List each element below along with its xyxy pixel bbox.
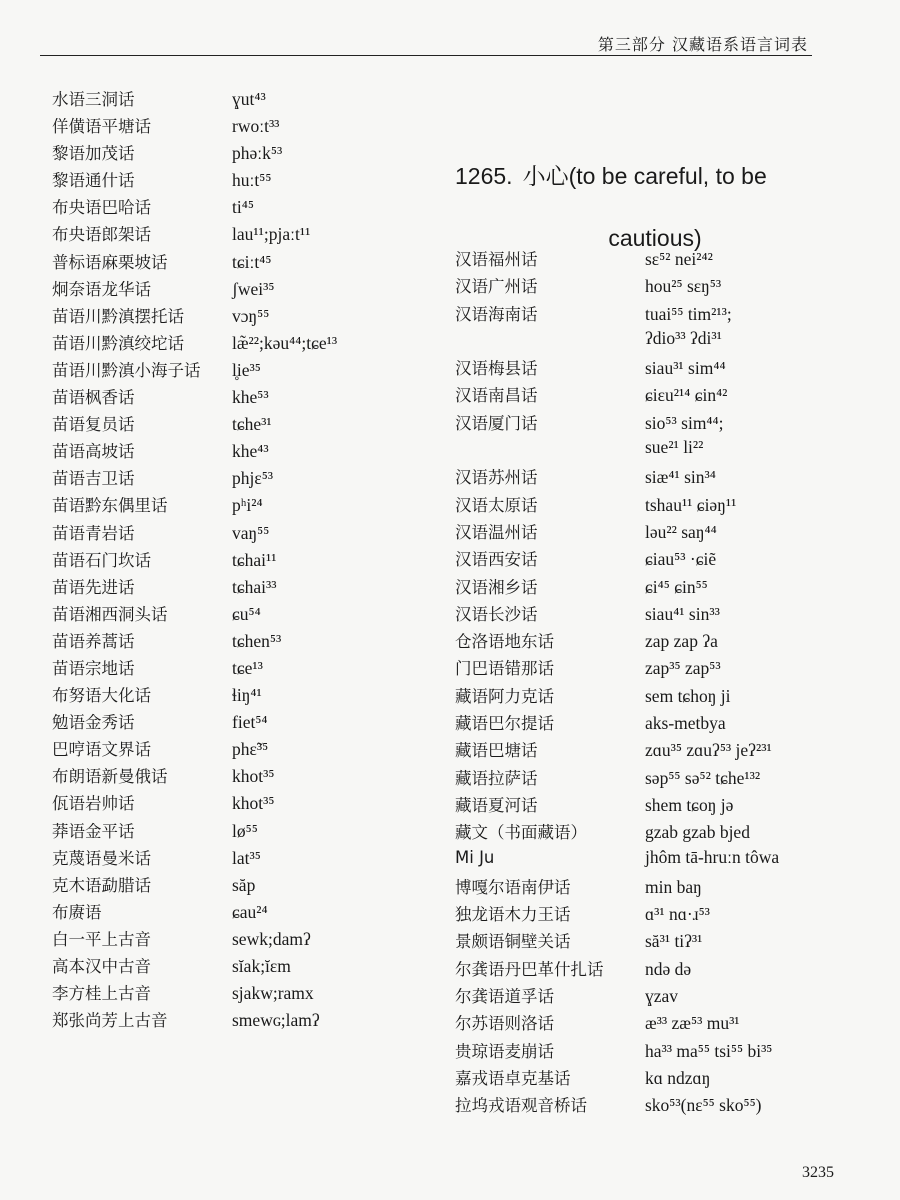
word-entry-row — [455, 382, 855, 409]
language-name: 布央语巴哈话 — [52, 198, 151, 218]
word-form: tɕiːt⁴⁵ — [232, 251, 272, 272]
word-form: pʰi²⁴ — [232, 495, 263, 516]
word-form: ti⁴⁵ — [232, 197, 254, 218]
word-form: læ̃²²;kəu⁴⁴;tɕe¹³ — [232, 332, 338, 353]
word-entry-row — [455, 956, 855, 983]
word-form: tɕhe³¹ — [232, 414, 272, 435]
word-form: ɬiŋ⁴¹ — [232, 685, 262, 706]
word-form: ləu²² saŋ⁴⁴ — [645, 521, 717, 542]
language-name: 水语三洞话 — [52, 90, 135, 109]
word-entry-row — [455, 410, 855, 437]
word-entry-row — [52, 1007, 432, 1034]
word-entry-row — [455, 683, 855, 710]
word-entry-row — [455, 437, 855, 464]
word-entry-row — [455, 765, 855, 792]
word-form: kɑ ndzɑŋ — [645, 1067, 711, 1088]
word-form: səp⁵⁵ sə⁵² tɕhe¹³² — [645, 767, 761, 788]
word-entry-row — [455, 546, 855, 573]
word-form: aks-metbya — [645, 713, 726, 734]
word-form: tuai⁵⁵ tim²¹³; — [645, 303, 732, 324]
language-name: 独龙语木力王话 — [455, 905, 571, 925]
language-name: 莽语金平话 — [52, 821, 135, 841]
word-form: jhôm tā-hruːn tôwa — [645, 846, 780, 867]
word-form: min baŋ — [645, 876, 702, 897]
word-entry-row — [52, 167, 432, 194]
word-entry-row — [52, 520, 432, 547]
word-entry-row — [52, 194, 432, 221]
language-name: 苗语复员话 — [52, 415, 135, 435]
word-form: sewk;damʔ — [232, 928, 311, 949]
word-entry-row — [455, 492, 855, 519]
language-name: 苗语养蒿话 — [52, 631, 135, 651]
language-name: 嘉戎语卓克基话 — [455, 1068, 571, 1088]
word-form: sem tɕhoŋ ji — [645, 685, 731, 706]
word-form: ɕau²⁴ — [232, 901, 268, 922]
language-name: 汉语苏州话 — [455, 468, 538, 488]
word-form: khot³⁵ — [232, 766, 275, 787]
word-form: sko⁵³(nɛ⁵⁵ sko⁵⁵) — [645, 1095, 762, 1116]
word-entry-row — [455, 464, 855, 491]
word-entry-row — [52, 357, 432, 384]
page-number: 3235 — [802, 1164, 834, 1181]
language-name: 博嘎尔语南伊话 — [455, 877, 571, 897]
word-entry-row — [455, 847, 855, 874]
entry-number: 1265. — [455, 163, 513, 189]
word-entry-row — [455, 1092, 855, 1119]
word-form: æ³³ zæ⁵³ mu³¹ — [645, 1013, 740, 1034]
language-name: 汉语梅县话 — [455, 359, 538, 379]
word-form: rwoːt³³ — [232, 116, 280, 137]
word-form: tshau¹¹ ɕiəŋ¹¹ — [645, 494, 737, 515]
word-form: phɛ̃³⁵ — [232, 739, 269, 760]
word-entry-row — [52, 303, 432, 330]
word-form: shem tɕoŋ jə — [645, 794, 734, 815]
language-name: 藏语拉萨话 — [455, 768, 538, 788]
language-name: 尔苏语则洛话 — [455, 1014, 554, 1034]
word-form: vaŋ⁵⁵ — [232, 522, 270, 543]
word-entry-row — [455, 328, 855, 355]
language-name: 尔龚语丹巴革什扎话 — [455, 959, 604, 979]
word-entry-row — [455, 273, 855, 300]
word-form: fiet⁵⁴ — [232, 712, 268, 733]
language-name: 高本汉中古音 — [52, 957, 151, 976]
language-name: 郑张尚芳上古音 — [52, 1011, 168, 1031]
word-entry-row — [455, 574, 855, 601]
word-entry-row — [52, 980, 432, 1007]
language-name: 苗语川黔滇摆托话 — [52, 306, 184, 326]
word-form: l̥ie³⁵ — [232, 359, 261, 380]
word-entry-row — [455, 737, 855, 764]
language-name: 贵琼语麦崩话 — [455, 1041, 554, 1061]
language-name: 汉语湘乡话 — [455, 577, 538, 597]
word-entry-row — [52, 926, 432, 953]
word-form: huːt⁵⁵ — [232, 170, 272, 191]
word-entry-row — [52, 899, 432, 926]
language-name: 克蔑语曼米话 — [52, 848, 151, 868]
language-name: 黎语通什话 — [52, 171, 135, 191]
word-form: ʔdio³³ ʔdi³¹ — [645, 327, 722, 348]
word-form: sio⁵³ sim⁴⁴; — [645, 412, 724, 433]
language-name: 炯奈语龙华话 — [52, 279, 151, 299]
language-name: 布央语郎架话 — [52, 225, 151, 245]
language-name: 苗语石门坎话 — [52, 550, 151, 570]
language-name: 汉语海南话 — [455, 304, 538, 324]
word-entry-row — [52, 682, 432, 709]
language-name: 佯僙语平塘话 — [52, 117, 151, 137]
word-form: ʃwei³⁵ — [232, 278, 275, 299]
word-form: ɕu⁵⁴ — [232, 603, 261, 624]
language-name: 苗语先进话 — [52, 577, 135, 597]
word-entry-row — [455, 628, 855, 655]
word-entry-row — [52, 330, 432, 357]
word-form: sɛ⁵² nei²⁴² — [645, 249, 713, 269]
word-entry-row — [52, 492, 432, 519]
header-title: 第三部分 汉藏语系语言词表 — [597, 35, 808, 54]
word-form: sĭak;ĭɛm — [232, 956, 291, 976]
word-entry-row — [455, 1010, 855, 1037]
word-entry-row — [52, 384, 432, 411]
word-form: lau¹¹;pjaːt¹¹ — [232, 224, 311, 245]
word-entry-row — [52, 140, 432, 167]
word-form: ɕi⁴⁵ ɕin⁵⁵ — [645, 576, 708, 597]
language-name: 门巴语错那话 — [455, 659, 554, 679]
language-name: 汉语长沙话 — [455, 604, 538, 624]
word-form: tɕhai³³ — [232, 576, 277, 597]
word-entry-row — [52, 763, 432, 790]
language-name: 苗语高坡话 — [52, 442, 135, 462]
word-entry-row — [52, 709, 432, 736]
word-form: vɔŋ⁵⁵ — [232, 305, 270, 326]
word-form: săp — [232, 874, 256, 895]
word-form: tɕhen⁵³ — [232, 630, 282, 651]
word-entry-row — [52, 845, 432, 872]
word-entry-row — [455, 1065, 855, 1092]
word-entry-row — [52, 465, 432, 492]
word-form: ɑ³¹ nɑ·ɹ⁵³ — [645, 904, 710, 925]
word-entry-row — [52, 601, 432, 628]
language-name: 尔龚语道孚话 — [455, 987, 554, 1007]
language-name: 黎语加茂话 — [52, 144, 135, 164]
language-name: 苗语青岩话 — [52, 523, 135, 543]
right-column — [455, 246, 855, 1120]
language-name: 李方桂上古音 — [52, 984, 151, 1004]
language-name: 苗语枫香话 — [52, 388, 135, 408]
header-rule — [40, 55, 812, 56]
word-entry-row — [52, 411, 432, 438]
word-form: ɕiau⁵³ ·ɕiẽ — [645, 549, 717, 570]
language-name: Mi Ju — [455, 847, 495, 867]
word-entry-row — [52, 628, 432, 655]
word-form: siau³¹ sim⁴⁴ — [645, 358, 726, 379]
word-entry-row — [52, 736, 432, 763]
word-entry-row — [455, 655, 855, 682]
language-name: 苗语黔东偶里话 — [52, 496, 168, 516]
language-name: 克木语勐腊话 — [52, 875, 151, 895]
word-entry-row — [455, 983, 855, 1010]
word-form: tɕhai¹¹ — [232, 549, 277, 570]
word-entry-row — [455, 901, 855, 928]
language-name: 苗语川黔滇绞坨话 — [52, 333, 184, 353]
language-name: 仓洛语地东话 — [455, 632, 554, 652]
running-header — [0, 0, 900, 60]
word-form: sue²¹ li²² — [645, 437, 704, 458]
word-entry-row — [455, 819, 855, 846]
word-entry-row — [455, 301, 855, 328]
word-entry-row — [455, 246, 855, 273]
word-entry-row — [52, 249, 432, 276]
language-name: 藏语阿力克话 — [455, 686, 554, 706]
word-form: khe⁴³ — [232, 441, 269, 462]
word-entry-row — [52, 113, 432, 140]
word-form: ha³³ ma⁵⁵ tsi⁵⁵ bi³⁵ — [645, 1040, 773, 1061]
word-entry-row — [52, 953, 432, 980]
word-entry-row — [455, 1038, 855, 1065]
language-name: 汉语广州话 — [455, 277, 538, 297]
word-form: smewɢ;lamʔ — [232, 1010, 320, 1031]
word-form: lø⁵⁵ — [232, 820, 258, 841]
word-form: lat³⁵ — [232, 847, 261, 868]
language-name: 汉语福州话 — [455, 250, 538, 269]
word-form: ɕiɛu²¹⁴ ɕin⁴² — [645, 385, 728, 406]
language-name: 汉语温州话 — [455, 522, 538, 542]
word-form: gzab gzab bjed — [645, 822, 750, 843]
word-form: sjakw;ramx — [232, 983, 314, 1004]
word-entry-row — [455, 519, 855, 546]
language-name: 佤语岩帅话 — [52, 794, 135, 814]
language-name: 汉语厦门话 — [455, 413, 538, 433]
word-entry-row — [52, 872, 432, 899]
word-form: ɣut⁴³ — [232, 89, 266, 109]
word-form: zap zap ʔa — [645, 631, 718, 652]
word-entry-row — [52, 790, 432, 817]
word-entry-row — [455, 601, 855, 628]
word-form: ndə də — [645, 958, 692, 979]
language-name: 苗语湘西洞头话 — [52, 604, 168, 624]
word-form: tɕe¹³ — [232, 657, 263, 678]
language-name: 勉语金秀话 — [52, 713, 135, 733]
language-name: 拉坞戎语观音桥话 — [455, 1096, 587, 1116]
language-name: 苗语宗地话 — [52, 658, 135, 678]
language-name: 普标语麻栗坡话 — [52, 252, 168, 272]
language-name: 藏文（书面藏语） — [455, 823, 587, 843]
word-entry-row — [455, 710, 855, 737]
language-name: 布赓语 — [52, 902, 102, 922]
language-name: 苗语川黔滇小海子话 — [52, 360, 201, 380]
language-name: 藏语巴尔提话 — [455, 714, 554, 734]
word-form: hou²⁵ sɛŋ⁵³ — [645, 276, 722, 297]
language-name: 白一平上古音 — [52, 929, 151, 949]
word-form: siæ⁴¹ sin³⁴ — [645, 467, 716, 488]
word-entry-row — [52, 818, 432, 845]
language-name: 布努语大化话 — [52, 686, 151, 706]
word-form: să³¹ tiʔ³¹ — [645, 931, 703, 952]
word-entry-row — [52, 276, 432, 303]
word-entry-row — [455, 874, 855, 901]
word-entry-row — [455, 792, 855, 819]
word-form: khot³⁵ — [232, 793, 275, 814]
language-name: 藏语巴塘话 — [455, 741, 538, 761]
word-form: khe⁵³ — [232, 387, 269, 408]
language-name: 汉语南昌话 — [455, 386, 538, 406]
word-entry-row — [52, 86, 432, 113]
language-name: 苗语吉卫话 — [52, 469, 135, 489]
entry-title-continued: cautious) — [608, 225, 702, 251]
entry-title: 小心(to be careful, to be — [522, 163, 767, 189]
word-form: zɑu³⁵ zɑuʔ⁵³ jeʔ²³¹ — [645, 740, 772, 761]
word-entry-row — [455, 928, 855, 955]
language-name: 景颇语铜壁关话 — [455, 932, 571, 952]
language-name: 巴哼语文界话 — [52, 740, 151, 760]
word-entry-row — [455, 355, 855, 382]
language-name: 汉语太原话 — [455, 495, 538, 515]
word-entry-row — [52, 655, 432, 682]
left-column — [52, 86, 432, 1034]
word-form: phjɛ⁵³ — [232, 468, 274, 489]
word-entry-row — [52, 438, 432, 465]
language-name: 汉语西安话 — [455, 550, 538, 570]
language-name: 藏语夏河话 — [455, 795, 538, 815]
word-form: ɣzav — [645, 986, 679, 1007]
word-form: zap³⁵ zap⁵³ — [645, 658, 721, 679]
word-entry-row — [52, 574, 432, 601]
word-entry-row — [52, 547, 432, 574]
word-entry-row — [52, 221, 432, 248]
language-name: 布朗语新曼俄话 — [52, 767, 168, 787]
word-form: phəːk⁵³ — [232, 143, 283, 164]
word-form: siau⁴¹ sin³³ — [645, 603, 720, 624]
